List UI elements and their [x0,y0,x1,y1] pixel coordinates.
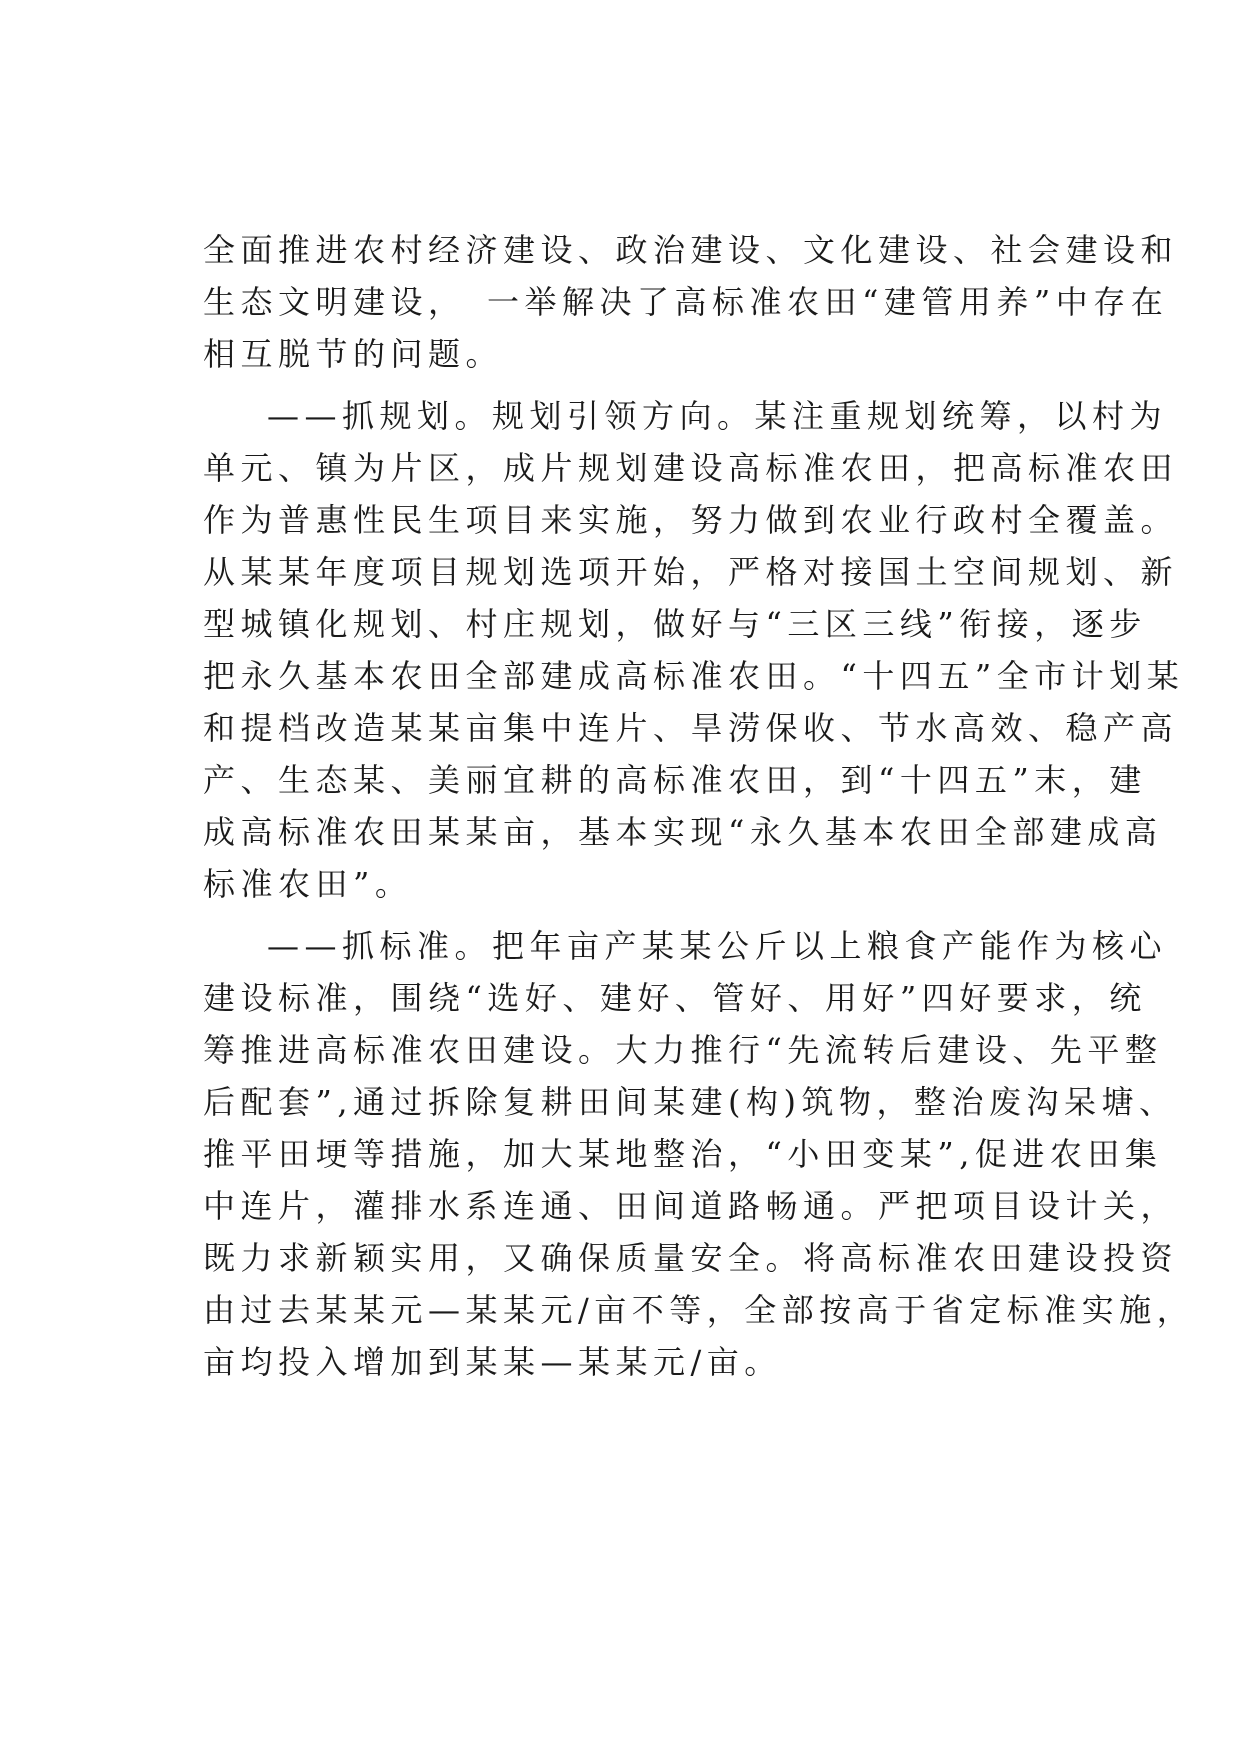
text-line: 把永久基本农田全部建成高标准农田。“十四五”全市计划某 [203,657,1185,695]
paragraph-planning [203,390,1185,910]
text-line: 全面推进农村经济建设、政治建设、文化建设、社会建设和 [203,231,1179,269]
text-line: 和提档改造某某亩集中连片、旱涝保收、节水高效、稳产高 [203,709,1179,747]
paragraph-standards [203,920,1195,1388]
text-line: 筹推进高标准农田建设。大力推行“先流转后建设、先平整 [203,1031,1163,1069]
text-line: 成高标准农田某某亩，基本实现“永久基本农田全部建成高 [203,813,1163,851]
text-line: 建设标准，围绕“选好、建好、管好、用好”四好要求，统 [203,979,1147,1017]
text-line: 单元、镇为片区，成片规划建设高标准农田，把高标准农田 [203,449,1179,487]
text-line: 生态文明建设， 一举解决了高标准农田“建管用养”中存在 [203,283,1169,321]
text-line: 相互脱节的问题。 [203,335,504,373]
text-line: 从某某年度项目规划选项开始，严格对接国土空间规划、新 [203,553,1179,591]
text-line: ——抓规划。规划引领方向。某注重规划统筹，以村为 [267,397,1168,435]
text-line: 产、生态某、美丽宜耕的高标准农田，到“十四五”末，建 [203,761,1147,799]
text-line: 亩均投入增加到某某—某某元/亩。 [203,1343,782,1381]
text-line: 标准农田”。 [203,865,413,903]
text-line: 型城镇化规划、村庄规划，做好与“三区三线”衔接，逐步 [203,605,1147,643]
text-line: 由过去某某元—某某元/亩不等，全部按高于省定标准实施， [203,1291,1195,1329]
text-line: 中连片，灌排水系连通、田间道路畅通。严把项目设计关， [203,1187,1179,1225]
text-line: 既力求新颖实用，又确保质量安全。将高标准农田建设投资 [203,1239,1179,1277]
text-line: 作为普惠性民生项目来实施，努力做到农业行政村全覆盖。 [203,501,1179,539]
text-line: 后配套”,通过拆除复耕田间某建(构)筑物，整治废沟呆塘、 [203,1083,1177,1121]
text-line: 推平田埂等措施，加大某地整治，“小田变某”,促进农田集 [203,1135,1163,1173]
paragraph-continuation [203,224,1179,380]
document-body [203,224,1195,1388]
text-line: ——抓标准。把年亩产某某公斤以上粮食产能作为核心 [267,927,1168,965]
